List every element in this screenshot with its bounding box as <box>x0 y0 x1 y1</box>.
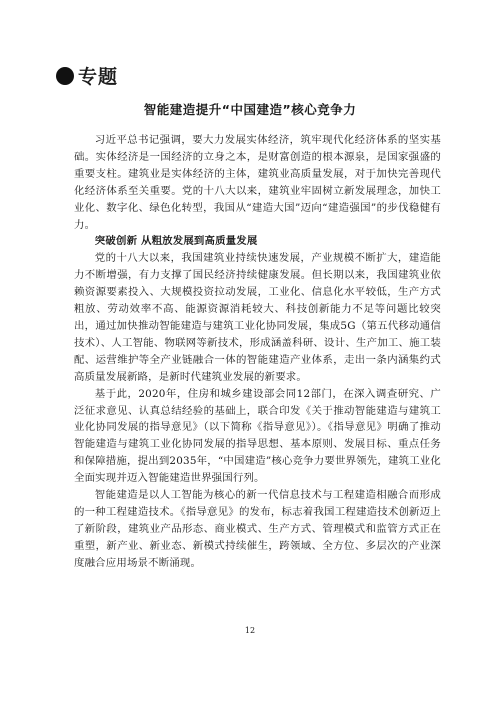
bullet-icon <box>56 67 74 85</box>
paragraph-2: 基于此，2020年，住房和城乡建设部会同12部门，在深入调查研究、广泛征求意见、认真总结经验的基础上，联合印发《关于推动智能建造与建筑工业化协同发展的指导意见》（以下简称《指导意见》）。《指导意见》明确了推动智能建造与建筑工业化协同发展的指导思想、基本原则、发展目标、重点任务和保障措施，提出到2035年，“中国建造”核心竞争力要世界领先，建筑工业化全面实现并迈入智能建造世界强国行列。 <box>74 387 441 485</box>
article-title: 智能建造提升“中国建造”核心竞争力 <box>143 102 357 117</box>
section-label: 专题 <box>78 66 119 88</box>
page-number: 12 <box>244 626 256 635</box>
paragraph-3: 智能建造是以人工智能为核心的新一代信息技术与工程建造相融合而形成的一种工程建造技术。《指导意见》的发布，标志着我国工程建造技术创新迈上了新阶段，建筑业产品形态、商业模式、生产方式、管理模式和监管方式正在重塑，新产业、新业态、新模式持续催生，跨领域、全方位、多层次的产业深度融合应用场景不断涌现。 <box>74 489 441 569</box>
article-body <box>74 132 441 572</box>
paragraph-1: 党的十八大以来，我国建筑业持续快速发展，产业规模不断扩大，建造能力不断增强，有力支撑了国民经济持续健康发展。但长期以来，我国建筑业依赖资源要素投入、大规模投资拉动发展，工业化、信息化水平较低，生产方式粗放、劳动效率不高、能源资源消耗较大、科技创新能力不足等问题比较突出，通过加快推动智能建造与建筑工业化协同发展，集成5G（第五代移动通信技术）、人工智能、物联网等新技术，形成涵盖科研、设计、生产加工、施工装配、运营维护等全产业链融合一体的智能建造产业体系，走出一条内涵集约式高质量发展新路，是新时代建筑业发展的新要求。 <box>74 252 441 383</box>
paragraph-intro: 习近平总书记强调，要大力发展实体经济，筑牢现代化经济体系的坚实基础。实体经济是一国经济的立身之本，是财富创造的根本源泉，是国家强盛的重要支柱。建筑业是实体经济的主体，建筑业高质量发展，对于加快完善现代化经济体系至关重要。党的十八大以来，建筑业牢固树立新发展理念，加快工业化、数字化、绿色化转型，我国从“建造大国”迈向“建造强国”的步伐稳健有力。 <box>74 134 441 231</box>
section-heading <box>56 62 118 89</box>
subheading: 突破创新 从粗放发展到高质量发展 <box>94 235 258 248</box>
